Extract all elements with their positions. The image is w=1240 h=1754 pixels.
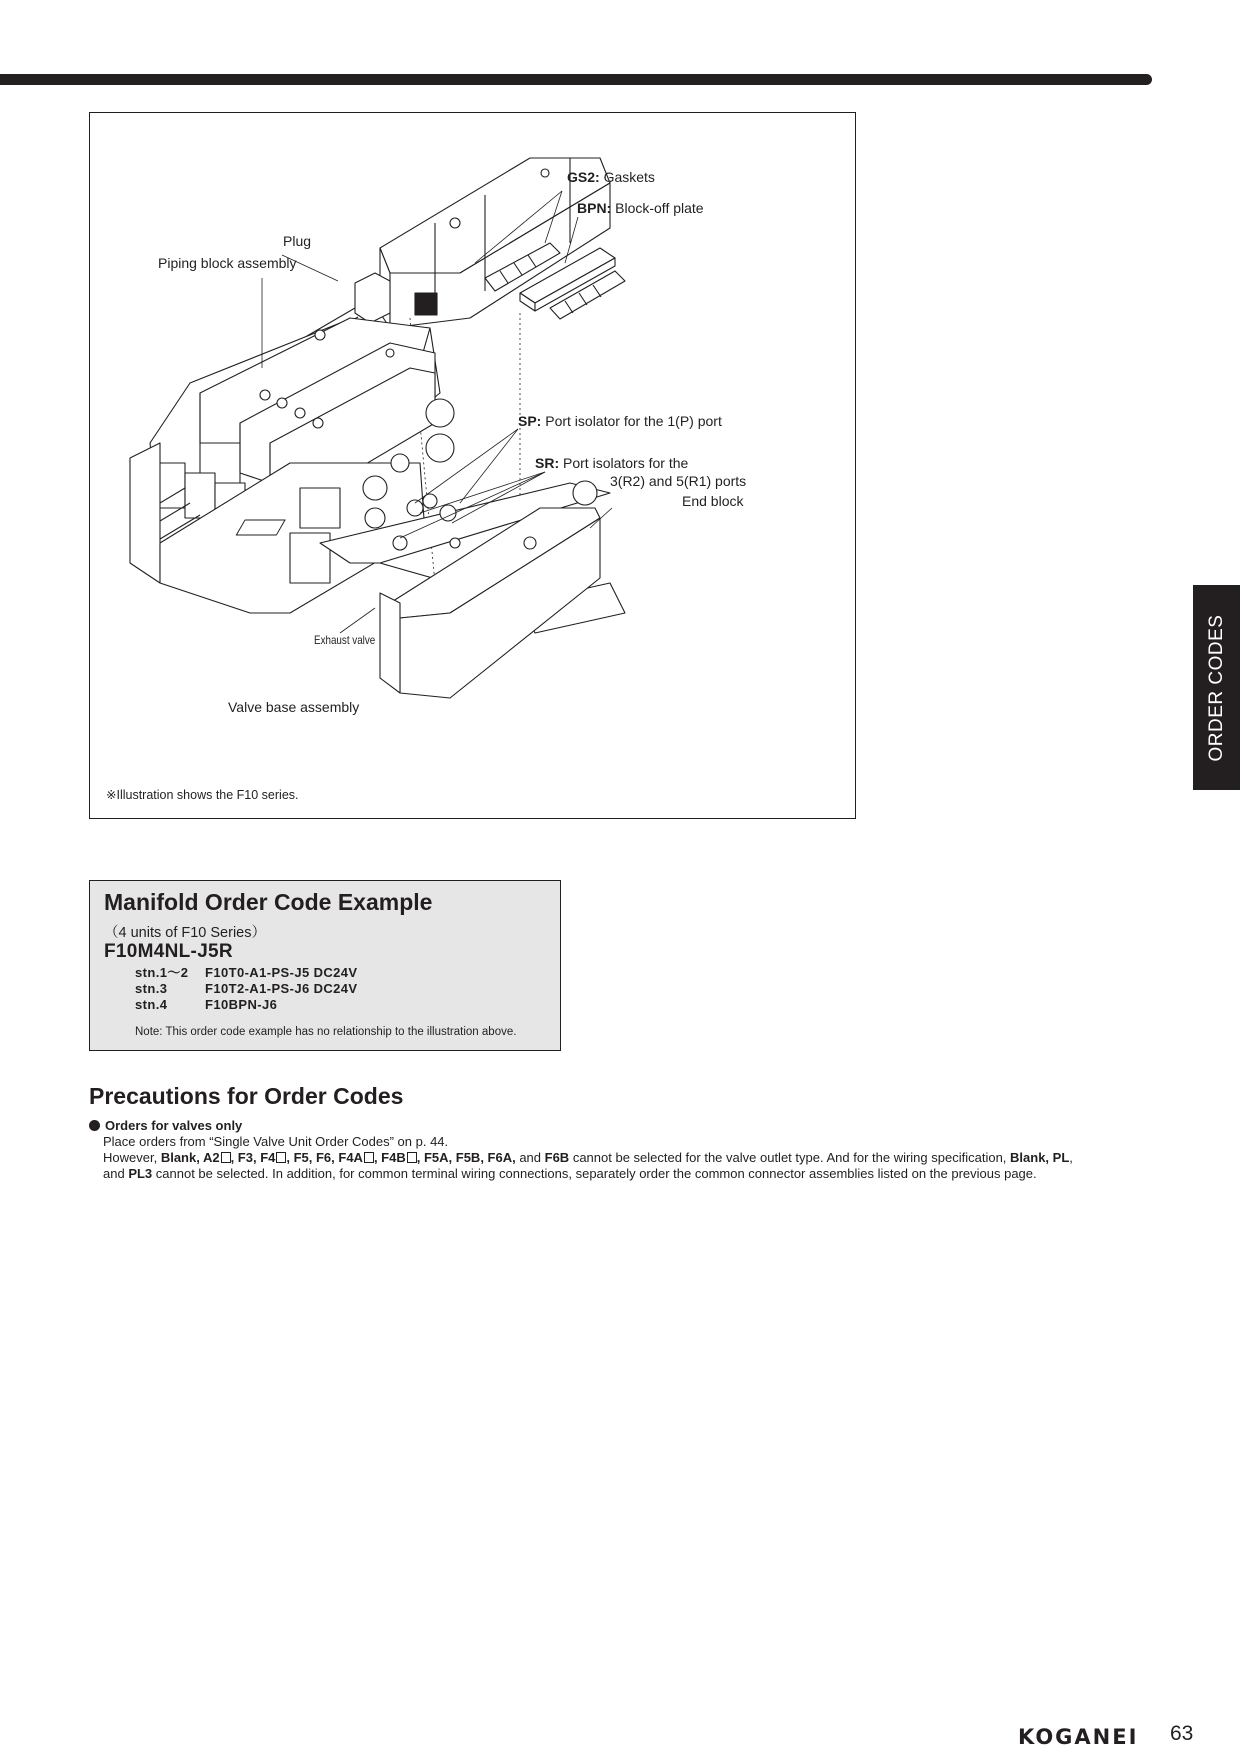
manifold-illustration: [89, 112, 856, 819]
top-rule: [0, 74, 1152, 85]
order-code-example-box: [89, 880, 561, 1051]
order-example-note: Note: This order code example has no relationship to the illustration above.: [135, 1026, 517, 1038]
order-example-subtitle: （4 units of F10 Series）: [104, 925, 266, 941]
port-isolator-cube: [415, 293, 437, 315]
manifold-code: F10M4NL-J5R: [104, 941, 233, 962]
label-piping-block: Piping block assembly: [158, 255, 297, 271]
exploded-view-drawing: [90, 113, 855, 818]
label-exhaust-valve: Exhaust valve: [314, 633, 376, 647]
order-example-title: Manifold Order Code Example: [104, 889, 433, 915]
placeholder-box-icon: [364, 1152, 374, 1163]
placeholder-box-icon: [276, 1152, 286, 1163]
page-number: 63: [1170, 1722, 1194, 1745]
precautions-body: Place orders from “Single Valve Unit Order Codes” on p. 44. However, Blank, A2 , F3, F4 , F5, F6, F4A , F4B , F5A, F5B, F6A, and F6B cannot be selected for the valve outlet type. And for the wiring specification, Blank, PL, and PL3 cannot be selected. In addition, for common terminal wiring connections, separately order the common connector assemblies listed on the previous page.: [103, 1134, 1073, 1181]
label-port-isolators-r-line2: 3(R2) and 5(R1) ports: [610, 473, 747, 489]
station-list: [135, 965, 358, 1013]
bullet-icon: [89, 1120, 100, 1131]
precautions-heading: Orders for valves only: [89, 1118, 242, 1133]
precautions-title: Precautions for Order Codes: [89, 1083, 404, 1109]
label-valve-base: Valve base assembly: [228, 699, 360, 715]
station-row: stn.3 F10T2-A1-PS-J6 DC24V: [135, 981, 358, 996]
label-block-off-plate: BPN: Block-off plate: [577, 200, 704, 216]
placeholder-box-icon: [221, 1152, 231, 1163]
label-plug: Plug: [283, 233, 312, 249]
station-row: stn.4 F10BPN-J6: [135, 997, 278, 1012]
section-tab: ORDER CODES: [1193, 585, 1240, 790]
station-row: stn.1～2 F10T0-A1-PS-J5 DC24V: [135, 965, 358, 980]
label-end-block: End block: [682, 493, 744, 509]
label-gaskets: GS2: Gaskets: [567, 169, 655, 185]
figure-note: ※Illustration shows the F10 series.: [106, 788, 299, 802]
label-port-isolators-r: SR: Port isolators for the: [535, 455, 689, 471]
label-port-isolator-p: SP: Port isolator for the 1(P) port: [518, 413, 722, 429]
placeholder-box-icon: [407, 1152, 417, 1163]
brand-logo: KOGANEI: [1018, 1725, 1139, 1749]
